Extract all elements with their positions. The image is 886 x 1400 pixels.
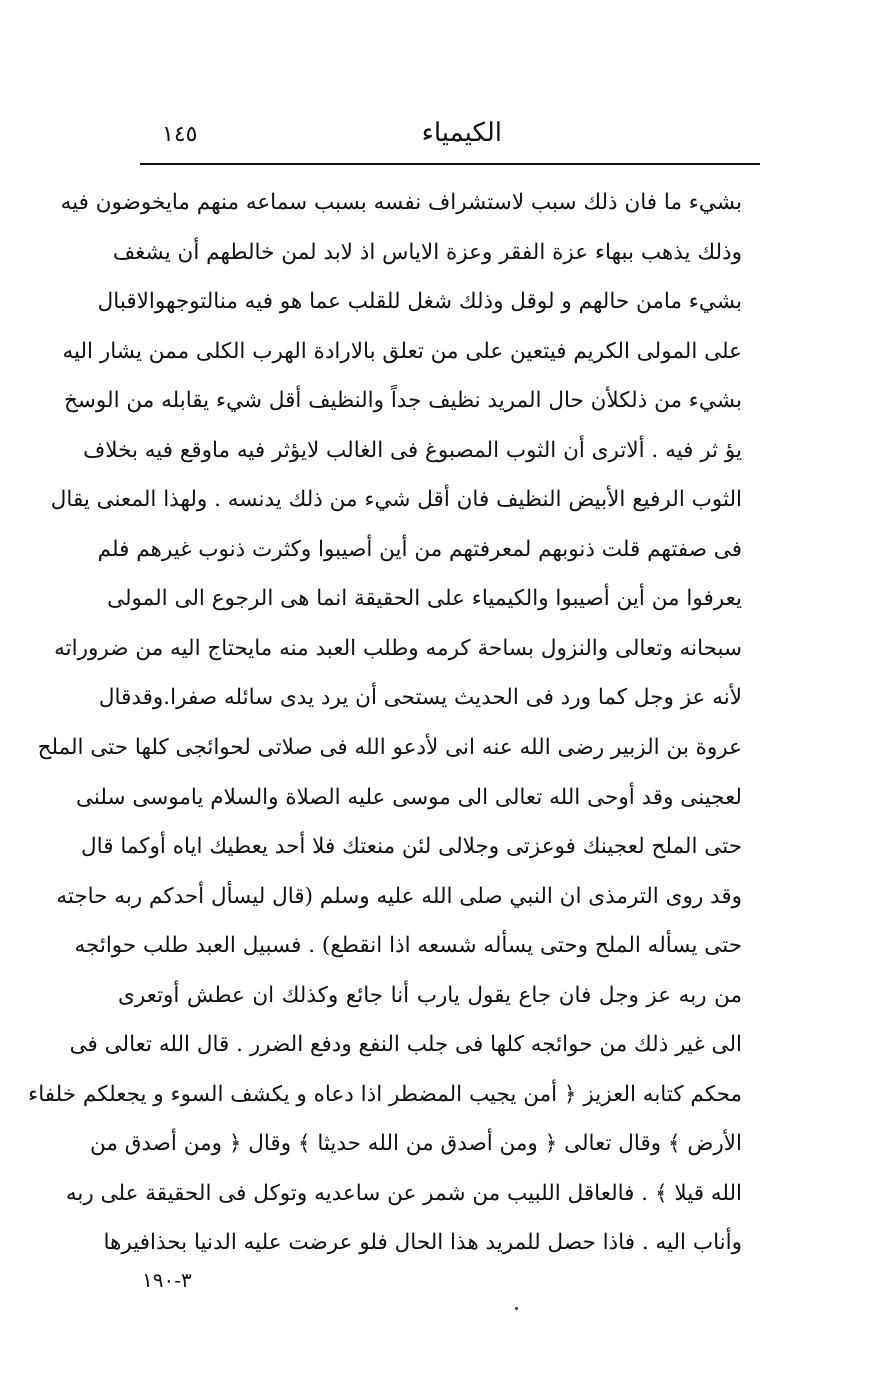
text-line: من ربه عز وجل فان جاع يقول يارب أنا جائع وكذلك ان عطش أوتعرى — [118, 982, 742, 1008]
text-line: يعرفوا من أين أصيبوا والكيمياء على الحقيقة انما هى الرجوع الى المولى — [107, 586, 742, 612]
text-line: سبحانه وتعالى والنزول بساحة كرمه وطلب العبد منه مايحتاج اليه من ضروراته — [54, 635, 742, 661]
text-line: بشيء مامن حالهم و لوقل وذلك شغل للقلب عما هو فيه منالتوجهوالاقبال — [97, 289, 742, 315]
print-speck — [515, 1307, 518, 1310]
text-line: الأرض ﴾ وقال تعالى ﴿ ومن أصدق من الله حديثا ﴾ وقال ﴿ ومن أصدق من — [89, 1131, 742, 1157]
running-header — [140, 112, 760, 160]
text-line: وأناب اليه . فاذا حصل للمريد هذا الحال فلو عرضت عليه الدنيا بحذافيرها — [103, 1230, 742, 1256]
text-line: عروة بن الزبير رضى الله عنه انى لأدعو الله فى صلاتى لحوائجى كلها حتى الملح — [37, 735, 742, 761]
text-line: حتى يسأله الملح وحتى يسأله شسعه اذا انقطع) . فسبيل العبد طلب حوائجه — [74, 933, 742, 959]
text-line: لأنه عز وجل كما ورد فى الحديث يستحى أن يرد يدى سائله صفرا.وقدقال — [98, 685, 742, 711]
text-line: الله قيلا ﴾ . فالعاقل اللبيب من شمر عن ساعديه وتوكل فى الحقيقة على ربه — [65, 1180, 742, 1206]
text-line: الى غير ذلك من حوائجه كلها فى جلب النفع ودفع الضرر . قال الله تعالى فى — [69, 1032, 742, 1058]
body-text — [28, 178, 742, 1268]
text-line: محكم كتابه العزيز ﴿ أمن يجيب المضطر اذا دعاه و يكشف السوء و يجعلكم خلفاء — [28, 1081, 742, 1107]
running-title: الكيمياء — [421, 118, 502, 148]
text-line: وذلك يذهب ببهاء عزة الفقر وعزة الاياس اذ لابد لمن خالطهم أن يشغف — [112, 239, 742, 265]
text-line: لعجينى وقد أوحى الله تعالى الى موسى عليه الصلاة والسلام ياموسى سلنى — [75, 784, 742, 810]
text-line: فى صفتهم قلت ذنوبهم لمعرفتهم من أين أصيبوا وكثرت ذنوب غيرهم فلم — [97, 536, 742, 562]
printer-signature: ٣-١٩٠ — [142, 1268, 192, 1292]
header-rule — [140, 163, 760, 165]
text-line: حتى الملح لعجينك فوعزتى وجلالى لئن منعتك فلا أحد يعطيك اياه أوكما قال — [81, 834, 742, 860]
text-line: بشيء من ذلكلأن حال المريد نظيف جداً والنظيف أقل شيء يقابله من الوسخ — [64, 388, 742, 414]
text-line: الثوب الرفيع الأبيض النظيف فان أقل شيء من ذلك يدنسه . ولهذا المعنى يقال — [50, 487, 742, 513]
text-line: وقد روى الترمذى ان النبي صلى الله عليه وسلم (قال ليسأل أحدكم ربه حاجته — [56, 883, 742, 909]
text-line: على المولى الكريم فيتعين على من تعلق بالارادة الهرب الكلى ممن يشار اليه — [62, 338, 742, 364]
text-line: بشيء ما فان ذلك سبب لاستشراف نفسه بسبب سماعه منهم مايخوضون فيه — [60, 190, 742, 215]
page-number: ١٤٥ — [162, 122, 198, 147]
text-line: يؤ ثر فيه . ألاترى أن الثوب المصبوغ فى الغالب لايؤثر فيه ماوقع فيه بخلاف — [82, 437, 742, 463]
